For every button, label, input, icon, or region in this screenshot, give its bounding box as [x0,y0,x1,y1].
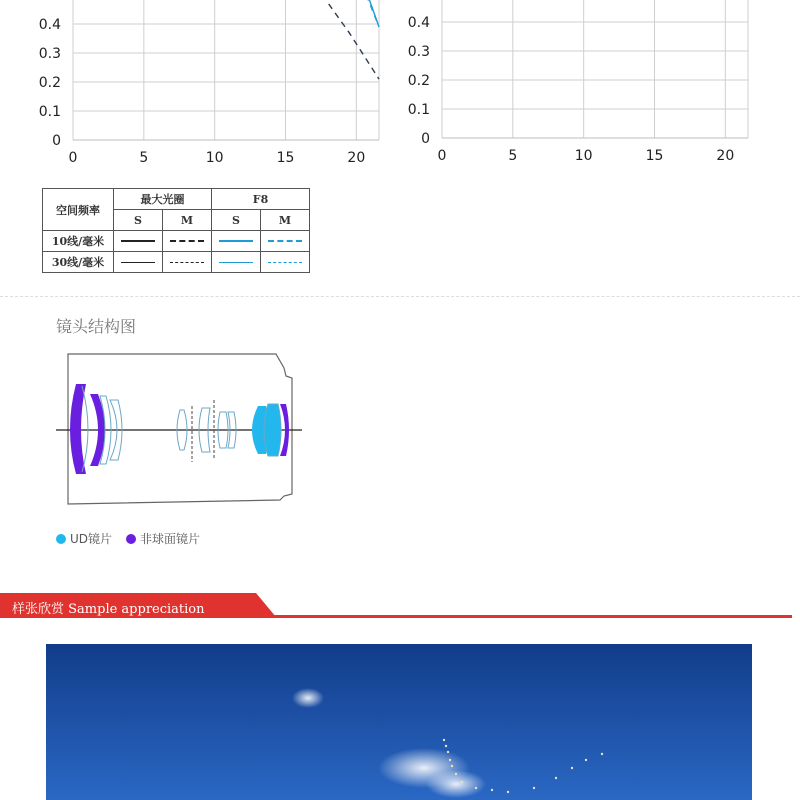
legend-sub-m-1: M [163,210,212,231]
chart-1-ytick-label: 0.4 [38,17,61,33]
aspherical-dot-icon [126,534,136,544]
chart-1-grid [73,0,379,140]
chart-1-xtick-label: 5 [139,150,149,166]
ud-dot-icon [56,534,66,544]
chart-1-xtick-label: 20 [347,150,366,166]
legend-line-30-max-s [114,252,163,273]
sample-photo [46,644,752,800]
chart-2-ytick-label: 0.2 [407,73,430,89]
chart-2-ytick-label: 0 [421,131,430,147]
legend-row-30lp: 30线/毫米 [43,252,114,273]
legend-line-30-f8-m [261,252,310,273]
chart-1-ytick-label: 0.1 [38,104,61,120]
chart-2-ytick-label: 0.1 [407,102,430,118]
lens-legend-aspherical-label: 非球面镜片 [140,532,201,546]
legend-sub-m-2: M [261,210,310,231]
chart-2-ytick-label: 0.4 [407,15,430,31]
chart-1-series-line [322,0,379,79]
legend-line-10-f8-m [261,231,310,252]
ud-element-2 [264,404,281,456]
lens-legend-aspherical [126,530,200,547]
lens-legend-ud [56,530,112,547]
chart-2-xtick-label: 0 [437,148,447,164]
chart-2-grid [442,0,748,138]
lens-legend-ud-label: UD镜片 [70,532,113,546]
legend-header-max-aperture: 最大光圈 [114,189,212,210]
aspherical-element-1 [70,384,86,474]
chart-2-xtick-label: 20 [716,148,735,164]
chart-1-series-line [368,0,379,27]
chart-2-ytick-label: 0.3 [407,44,430,60]
chart-1-xtick-label: 0 [68,150,78,166]
chart-1-xtick-label: 15 [276,150,295,166]
legend-line-10-max-m [163,231,212,252]
section-divider [0,296,800,297]
legend-line-30-max-m [163,252,212,273]
legend-sub-s-2: S [212,210,261,231]
legend-header-f8: F8 [212,189,310,210]
legend-row-10lp: 10线/毫米 [43,231,114,252]
photo-cloud-1 [292,688,324,708]
legend-line-30-f8-s [212,252,261,273]
mtf-legend-table [42,188,310,273]
legend-line-10-max-s [114,231,163,252]
chart-1-ytick-label: 0.3 [38,46,61,62]
chart-2-xtick-label: 10 [574,148,593,164]
banner-title: 样张欣赏 Sample appreciation [12,602,205,617]
legend-line-10-f8-s [212,231,261,252]
chart-2-xtick-label: 5 [508,148,518,164]
chart-1-xtick-label: 10 [205,150,224,166]
chart-1-ytick-label: 0.2 [38,75,61,91]
lens-structure-diagram [50,348,310,510]
mtf-chart-right [400,0,800,175]
chart-2-xtick-label: 15 [645,148,664,164]
chart-1-ytick-label: 0 [52,133,61,149]
legend-sub-s-1: S [114,210,163,231]
mtf-chart-left [0,0,400,175]
lens-structure-title: 镜头结构图 [56,317,137,336]
legend-header-frequency: 空间频率 [43,189,114,231]
